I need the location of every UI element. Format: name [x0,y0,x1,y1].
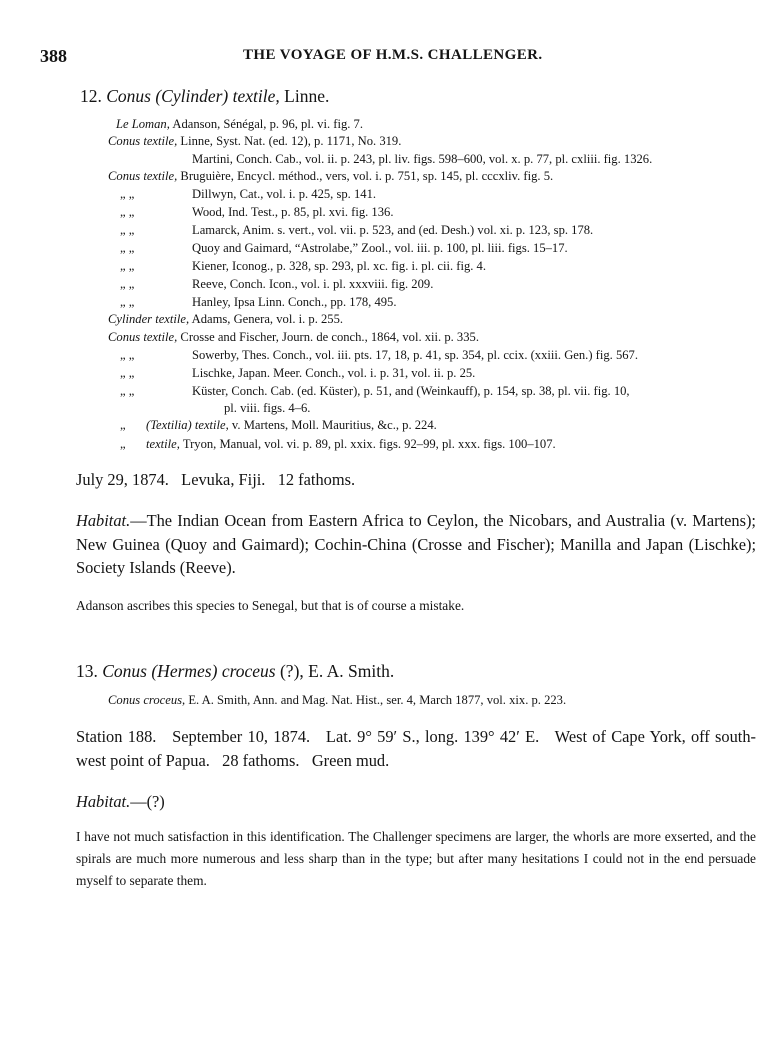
page-number: 388 [40,46,67,66]
ditto-marks: „ „ [120,241,135,255]
synonymy-line: Reeve, Conch. Icon., vol. i. pl. xxxviii. fig. 209. [192,277,434,291]
habitat-text: —(?) [130,792,165,811]
species-12-station: July 29, 1874. Levuka, Fiji. 12 fathoms. [76,470,356,489]
synonymy-line: Hanley, Ipsa Linn. Conch., pp. 178, 495. [192,295,397,309]
synonymy-line: Conus textile, Crosse and Fischer, Journ. de conch., 1864, vol. xii. p. 335. [108,330,479,344]
ditto-marks: „ „ [120,259,135,273]
synonymy-line: Quoy and Gaimard, “Astrolabe,” Zool., vol. iii. p. 100, pl. liii. figs. 15–17. [192,241,568,255]
ditto-marks: „ „ [120,277,135,291]
habitat-label: Habitat. [76,792,131,811]
species-13-synonymy: Conus croceus, E. A. Smith, Ann. and Mag. Nat. Hist., ser. 4, March 1877, vol. xix. p. 223. [108,693,567,707]
ditto-marks: „ „ [120,366,135,380]
species-13-station: Station 188. September 10, 1874. Lat. 9° 59′ S., long. 139° 42′ E. West of Cape York, off south-west point of Papua. 28 fathoms. Green mud. [76,727,756,770]
synonymy-line: Lamarck, Anim. s. vert., vol. vii. p. 523, and (ed. Desh.) vol. xi. p. 123, sp. 178. [192,223,594,237]
species-12-name: Conus (Cylinder) textile, [106,86,280,106]
ditto-marks: „ [120,437,126,451]
species-13-author: (?), E. A. Smith. [275,661,395,681]
ditto-marks: „ [120,418,126,432]
synonymy-line: pl. viii. figs. 4–6. [224,401,311,415]
synonymy-line: textile, Tryon, Manual, vol. vi. p. 89, pl. xxix. figs. 92–99, pl. xxx. figs. 100–107. [146,437,556,451]
ditto-marks: „ „ [120,295,135,309]
synonymy-line: Küster, Conch. Cab. (ed. Küster), p. 51, and (Weinkauff), p. 154, sp. 38, pl. vii. fig. 10, [192,384,630,398]
synonymy-line: Dillwyn, Cat., vol. i. p. 425, sp. 141. [192,187,377,201]
ditto-marks: „ „ [120,223,135,237]
synonymy-line: Sowerby, Thes. Conch., vol. iii. pts. 17, 18, p. 41, sp. 354, pl. ccix. (xxiii. Gen.) fig. 567. [192,348,638,362]
ditto-marks: „ „ [120,187,135,201]
synonymy-line: (Textilia) textile, v. Martens, Moll. Mauritius, &c., p. 224. [146,418,437,432]
synonymy-line: Lischke, Japan. Meer. Conch., vol. i. p. 31, vol. ii. p. 25. [192,366,476,380]
ditto-marks: „ „ [120,384,135,398]
species-13-name: Conus (Hermes) croceus [102,661,276,681]
synonymy-line: Kiener, Iconog., p. 328, sp. 293, pl. xc. fig. i. pl. cii. fig. 4. [192,259,487,273]
species-12-number: 12. [80,86,102,106]
species-13-number: 13. [76,661,98,681]
species-13-title [76,661,394,682]
habitat-label: Habitat. [76,511,131,530]
ditto-marks: „ „ [120,205,135,219]
species-12-title [80,86,329,107]
synonymy-line: Wood, Ind. Test., p. 85, pl. xvi. fig. 136. [192,205,394,219]
running-title: THE VOYAGE OF H.M.S. CHALLENGER. [243,47,543,63]
species-12-author: Linne. [279,86,330,106]
synonymy-line: Le Loman, Adanson, Sénégal, p. 96, pl. vi. fig. 7. [116,117,363,131]
habitat-text: —The Indian Ocean from Eastern Africa to Ceylon, the Nicobars, and Australia (v. Martens); New Guinea (Quoy and Gaimard); Cochin-China (Crosse and Fischer); Manilla and Japan (Lischke); Society Islands (Reeve). [76,511,756,577]
synonymy-line: Conus textile, Bruguière, Encycl. méthod., vers, vol. i. p. 751, sp. 145, pl. cccxliv. fig. 5. [108,169,554,183]
species-12-note: Adanson ascribes this species to Senegal, but that is of course a mistake. [76,598,465,613]
species-13-habitat [76,792,165,812]
synonymy-line: Conus textile, Linne, Syst. Nat. (ed. 12), p. 1171, No. 319. [108,134,402,148]
synonymy-line: Cylinder textile, Adams, Genera, vol. i. p. 255. [108,312,344,326]
species-12-habitat [76,509,756,580]
ditto-marks: „ „ [120,348,135,362]
synonymy-line: Martini, Conch. Cab., vol. ii. p. 243, pl. liv. figs. 598–600, vol. x. p. 77, pl. cxliii. fig. 1326. [192,152,653,166]
species-13-note: I have not much satisfaction in this identification. The Challenger specimens are larger, the whorls are more exserted, and the spirals are much more numerous and less sharp than in the type; but after many hesitations I could not in the end persuade myself to separate them. [76,829,756,888]
